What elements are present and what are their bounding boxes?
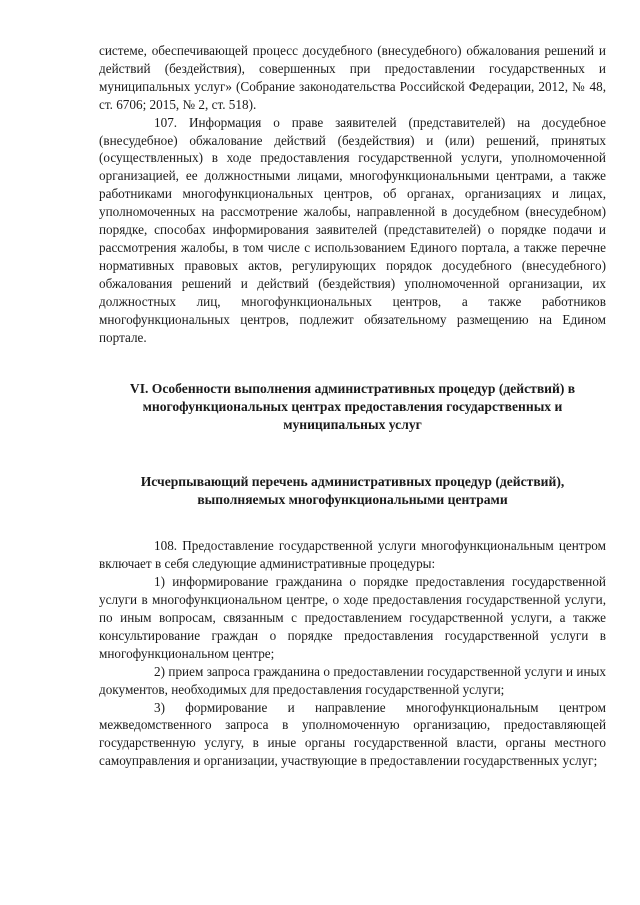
list-item-1: 1) информирование гражданина о порядке предоставления государственной услуги в многофункциональном центре, о ходе предоставления государственной услуги, по иным вопросам, связанным с предоставлением государственной услуги, а также консультирование граждан о порядке предоставления государственной услуги в многофункциональном центре; [99,574,606,661]
paragraph-107: 107. Информация о праве заявителей (представителей) на досудебное (внесудебное) обжалование действий (бездействия) и (или) решений, принятых (осуществленных) в ходе предоставления государственной услуги, уполномоченной организацией, ее должностными лицами, многофункциональными центрами, а также работниками многофункциональных центров, об органах, организациях и лицах, уполномоченных на рассмотрение жалобы, направленной в досудебном (внесудебном) порядке, способах информирования заявителей (представителей) о порядке подачи и рассмотрения жалобы, в том числе с использованием Единого портала, а также перечне нормативных правовых актов, регулирующих порядок досудебного (внесудебного) обжалования решений и действий (бездействия) уполномоченной организации, их должностных лиц, многофункциональных центров, а также работников многофункциональных центров, подлежит обязательному размещению на Едином портале. [99,114,606,345]
subsection-title: Исчерпывающий перечень административных процедур (действий), выполняемых многофункциональными центрами [140,474,565,508]
list-item-3: 3) формирование и направление многофункциональным центром межведомственного запроса в уполномоченную организацию, предоставляющей государственную услугу, в иные органы государственной власти, органы местного самоуправления и организации, участвующие в предоставлении государственных услуг; [99,699,606,769]
list-item-2: 2) прием запроса гражданина о предоставлении государственной услуги и иных документов, необходимых для предоставления государственной услуги; [99,663,606,697]
section-title: VI. Особенности выполнения административных процедур (действий) в многофункциональных центрах предоставления государственных и муниципальных услуг [129,381,576,433]
continuation-paragraph: системе, обеспечивающей процесс досудебного (внесудебного) обжалования решений и действий (бездействия), совершенных при предоставлении государственных и муниципальных услуг» (Собрание законодательства Российской Федерации, 2012, № 48, ст. 6706; 2015, № 2, ст. 518). [99,43,606,112]
paragraph-108: 108. Предоставление государственной услуги многофункциональным центром включает в себя следующие административные процедуры: [99,538,606,572]
